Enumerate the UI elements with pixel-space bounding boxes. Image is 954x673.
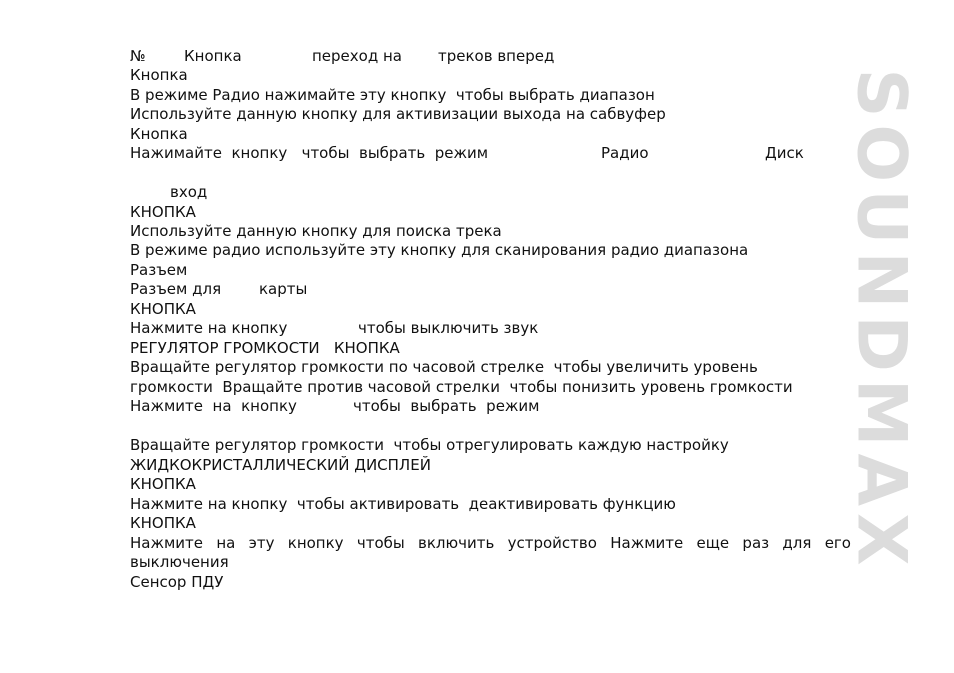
- mute-text: чтобы выключить звук: [358, 319, 539, 337]
- card-text: карты: [259, 280, 308, 298]
- heading-button: КНОПКА: [130, 475, 196, 493]
- heading-volume-knob: РЕГУЛЯТОР ГРОМКОСТИ КНОПКА: [130, 339, 400, 357]
- brand-logo-text: SOUNDMAX: [841, 67, 921, 573]
- heading-lcd: ЖИДКОКРИСТАЛЛИЧЕСКИЙ ДИСПЛЕЙ: [130, 456, 431, 474]
- tracks-forward-text: треков вперед: [438, 47, 555, 65]
- text-power-off: выключения: [130, 553, 229, 571]
- heading-connector: Разъем: [130, 261, 188, 279]
- text-adjust-setting: Вращайте регулятор громкости чтобы отрегулировать каждую настройку: [130, 436, 729, 454]
- transition-text: переход на: [312, 47, 402, 65]
- text-radio-scan: В режиме радио используйте эту кнопку для сканирования радио диапазона: [130, 241, 749, 259]
- text-toggle-function: Нажмите на кнопку чтобы активировать деактивировать функцию: [130, 495, 676, 513]
- heading-remote-sensor: Сенсор ПДУ: [130, 573, 224, 591]
- press-button-text: Нажмите на кнопку: [130, 319, 288, 337]
- press-button-text: Нажмите на кнопку: [130, 397, 297, 415]
- heading-button: Кнопка: [130, 66, 188, 84]
- text-power-on: Нажмите на эту кнопку чтобы включить устройство Нажмите еще раз для его: [130, 534, 851, 552]
- button-word: Кнопка: [184, 47, 242, 65]
- mode-radio-text: Радио: [601, 144, 649, 162]
- connector-for-text: Разъем для: [130, 280, 222, 298]
- select-mode-text: Нажимайте кнопку чтобы выбрать режим: [130, 144, 489, 162]
- select-mode-text: чтобы выбрать режим: [353, 397, 540, 415]
- text-radio-band: В режиме Радио нажимайте эту кнопку чтобы выбрать диапазон: [130, 86, 655, 104]
- mode-disc-text: Диск: [765, 144, 804, 162]
- text-volume-down: громкости Вращайте против часовой стрелки чтобы понизить уровень громкости: [130, 378, 793, 396]
- text-track-search: Используйте данную кнопку для поиска трека: [130, 222, 502, 240]
- number-sign: №: [130, 47, 146, 65]
- text-volume-up: Вращайте регулятор громкости по часовой стрелке чтобы увеличить уровень: [130, 358, 758, 376]
- brand-logo: [841, 40, 921, 600]
- heading-button: КНОПКА: [130, 514, 196, 532]
- heading-button: КНОПКА: [130, 300, 196, 318]
- mode-input-text: вход: [170, 183, 208, 201]
- text-subwoofer: Используйте данную кнопку для активизации выхода на сабвуфер: [130, 105, 666, 123]
- heading-button: Кнопка: [130, 125, 188, 143]
- heading-button: КНОПКА: [130, 203, 196, 221]
